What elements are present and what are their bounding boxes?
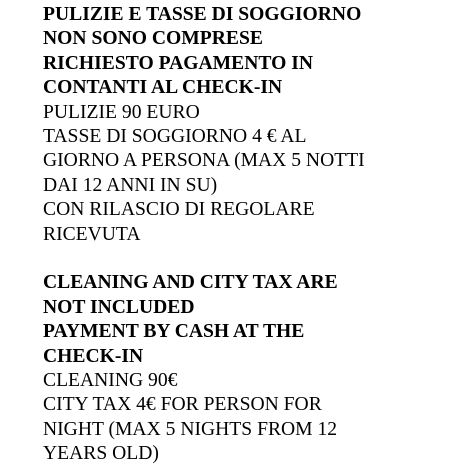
en-heading-line-4: CHECK-IN [43, 345, 144, 367]
en-heading-line-2: NOT INCLUDED [43, 296, 195, 318]
section-spacer [43, 247, 443, 271]
en-text-line-4: YEARS OLD) [43, 443, 159, 465]
it-text-line-6: RICEVUTA [43, 223, 141, 245]
it-text-line-4: DAI 12 ANNI IN SU) [43, 174, 218, 196]
it-text-line-3: GIORNO A PERSONA (MAX 5 NOTTI [43, 150, 365, 172]
en-text-line-3: NIGHT (MAX 5 NIGHTS FROM 12 [43, 418, 338, 440]
it-heading-line-2: NON SONO COMPRESE [43, 28, 263, 50]
notice-text-block [43, 3, 443, 467]
en-text-line-2: CITY TAX 4€ FOR PERSON FOR [43, 394, 322, 416]
it-heading-line-1: PULIZIE E TASSE DI SOGGIORNO [43, 4, 362, 25]
en-heading-line-1: CLEANING AND CITY TAX ARE [43, 272, 338, 294]
it-text-line-5: CON RILASCIO DI REGOLARE [43, 199, 315, 221]
it-text-line-2: TASSE DI SOGGIORNO 4 € AL [43, 126, 307, 148]
it-heading-line-4: CONTANTI AL CHECK-IN [43, 77, 283, 99]
it-text-line-1: PULIZIE 90 EURO [43, 101, 200, 123]
en-heading-line-3: PAYMENT BY CASH AT THE [43, 321, 305, 343]
en-text-line-1: CLEANING 90€ [43, 370, 178, 392]
it-heading-line-3: RICHIESTO PAGAMENTO IN [43, 52, 314, 74]
